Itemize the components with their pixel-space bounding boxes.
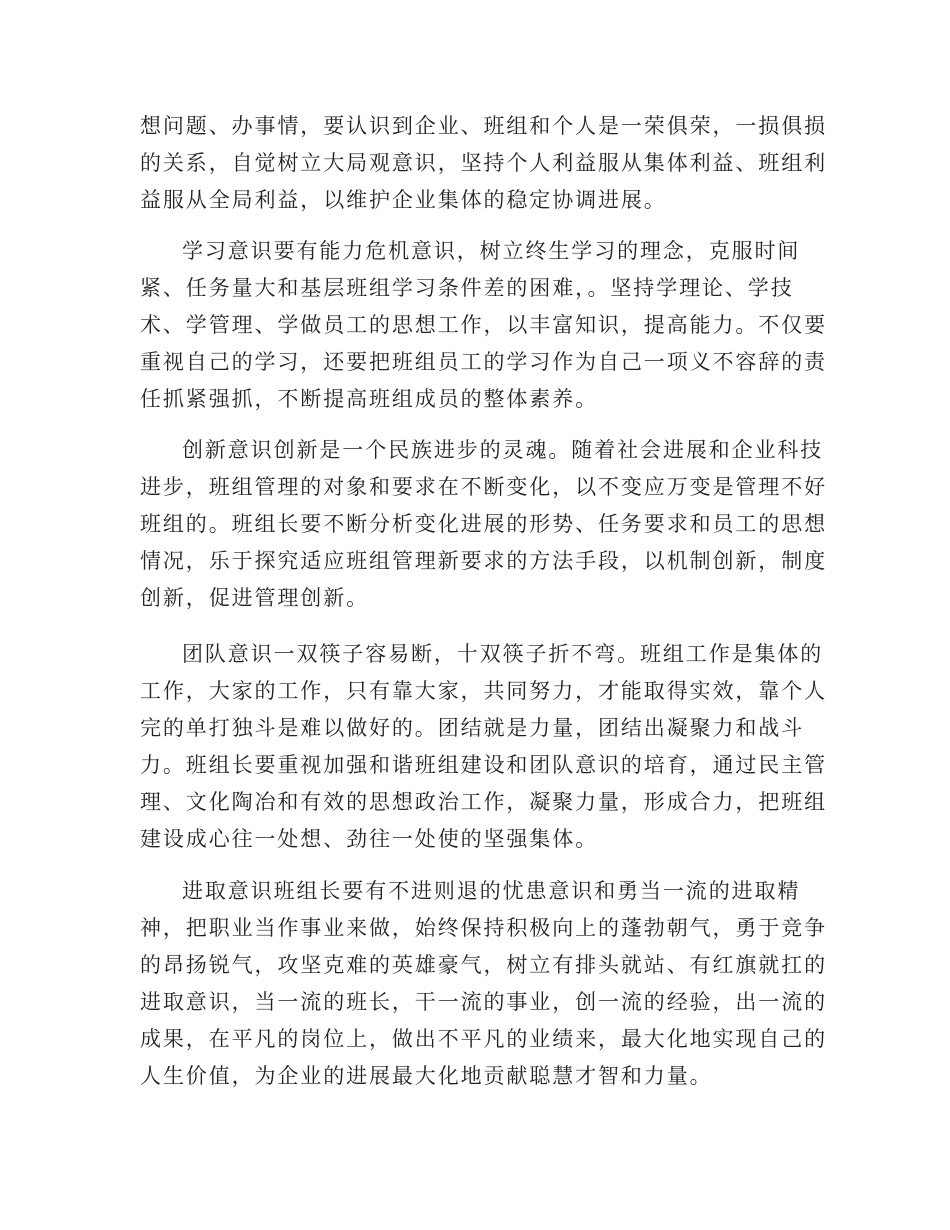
text-line: 建设成心往一处想、劲往一处使的坚强集体。 xyxy=(140,827,598,851)
text-line: 益服从全局利益，以维护企业集体的稳定协调进展。 xyxy=(140,188,667,212)
text-line: 团队意识一双筷子容易断，十双筷子折不弯。班组工作是集体的 xyxy=(182,642,824,666)
text-line: 术、学管理、学做员工的思想工作，以丰富知识，提高能力。不仅要 xyxy=(140,313,827,337)
text-line: 创新意识创新是一个民族进步的灵魂。随着社会进展和企业科技 xyxy=(182,438,824,462)
paragraph-team-awareness xyxy=(140,636,827,858)
text-line: 的关系，自觉树立大局观意识，坚持个人利益服从集体利益、班组利 xyxy=(140,151,827,175)
text-line: 力。班组长要重视加强和谐班组建设和团队意识的培育，通过民主管 xyxy=(140,753,827,777)
text-line: 学习意识要有能力危机意识，树立终生学习的理念，克服时间 xyxy=(182,239,801,263)
text-line: 神，把职业当作事业来做，始终保持积极向上的蓬勃朝气，勇于竞争 xyxy=(140,916,827,940)
paragraph-learning-awareness xyxy=(140,233,827,418)
text-line: 的昂扬锐气，攻坚克难的英雄豪气，树立有排头就站、有红旗就扛的 xyxy=(140,953,827,977)
text-line: 进取意识，当一流的班长，干一流的事业，创一流的经验，出一流的 xyxy=(140,990,827,1014)
text-line: 想问题、办事情，要认识到企业、班组和个人是一荣俱荣，一损俱损 xyxy=(140,114,827,138)
text-line: 人生价值，为企业的进展最大化地贡献聪慧才智和力量。 xyxy=(140,1064,713,1088)
text-line: 紧、任务量大和基层班组学习条件差的困难，。坚持学理论、学技 xyxy=(140,276,794,300)
text-line: 进步，班组管理的对象和要求在不断变化，以不变应万变是管理不好 xyxy=(140,475,827,499)
text-line: 工作，大家的工作，只有靠大家，共同努力，才能取得实效，靠个人 xyxy=(140,679,827,703)
text-line: 进取意识班组长要有不进则退的忧患意识和勇当一流的进取精 xyxy=(182,879,801,903)
text-line: 任抓紧强抓，不断提高班组成员的整体素养。 xyxy=(140,387,598,411)
text-line: 重视自己的学习，还要把班组员工的学习作为自己一项义不容辞的责 xyxy=(140,350,827,374)
paragraph-enterprising-awareness xyxy=(140,873,827,1095)
text-line: 班组的。班组长要不断分析变化进展的形势、任务要求和员工的思想 xyxy=(140,512,827,536)
text-line: 理、文化陶冶和有效的思想政治工作，凝聚力量，形成合力，把班组 xyxy=(140,790,827,814)
text-line: 完的单打独斗是难以做好的。团结就是力量，团结出凝聚力和战斗 xyxy=(140,716,805,740)
text-line: 情况，乐于探究适应班组管理新要求的方法手段，以机制创新，制度 xyxy=(140,549,827,573)
paragraph-innovation-awareness xyxy=(140,432,827,617)
text-line: 成果，在平凡的岗位上，做出不平凡的业绩来，最大化地实现自己的 xyxy=(140,1027,827,1051)
paragraph-big-picture-awareness xyxy=(140,108,827,219)
text-line: 创新，促进管理创新。 xyxy=(140,586,369,610)
